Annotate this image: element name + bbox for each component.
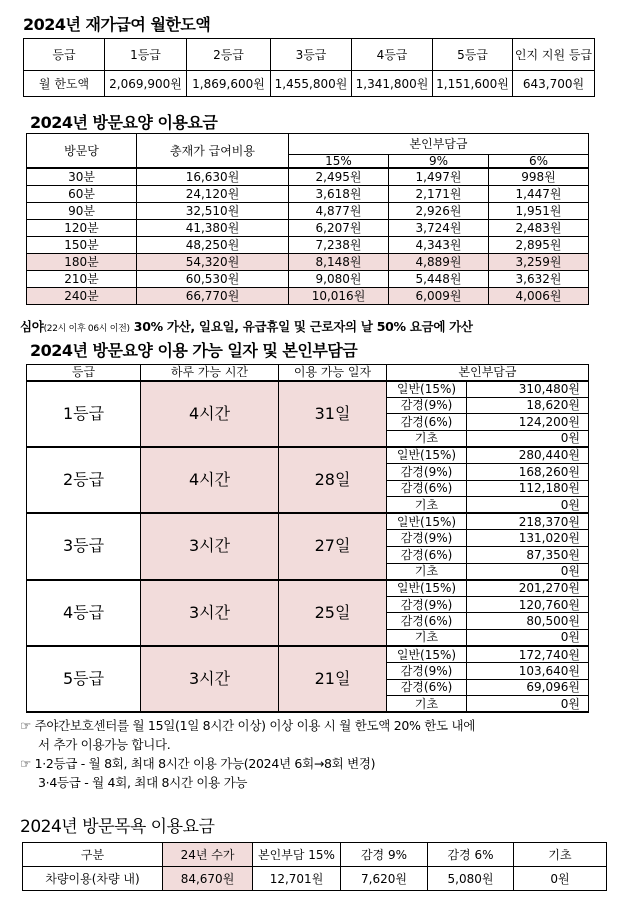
header-grade-1: 1등급 [105, 39, 187, 71]
self-pay-15: 9,080원 [289, 270, 389, 287]
header-available-days: 이용 가능 일자 [279, 365, 387, 381]
section-title-visit-care-fees: 2024년 방문요양 이용요금 [30, 113, 218, 132]
pay-amount: 168,260원 [467, 463, 589, 480]
self-pay-15: 6,207원 [289, 219, 389, 236]
fee-2024: 84,670원 [163, 867, 253, 891]
section-title-available-days: 2024년 방문요양 이용 가능 일자 및 본인부담금 [30, 341, 358, 360]
header-cognitive-grade: 인지 지원 등급 [513, 39, 595, 71]
daily-hours: 3시간 [141, 646, 279, 712]
self-pay-15: 4,877원 [289, 202, 389, 219]
pay-amount: 103,640원 [467, 663, 589, 680]
header-self-pay-15: 본인부담 15% [253, 843, 341, 867]
self-pay-6: 4,006원 [489, 287, 589, 304]
fee-row [27, 287, 589, 304]
pay-amount: 218,370원 [467, 513, 589, 530]
total-cost: 16,630원 [137, 168, 289, 185]
header-reduced-6: 감경 6% [428, 843, 514, 867]
daily-hours: 4시간 [141, 381, 279, 447]
pay-amount: 69,096원 [467, 679, 589, 696]
fee-row [27, 236, 589, 253]
visit-duration: 30분 [27, 168, 137, 185]
visit-duration: 90분 [27, 202, 137, 219]
self-pay-9: 4,889원 [389, 253, 489, 270]
total-cost: 32,510원 [137, 202, 289, 219]
note-grade-3-4: 3·4등급 - 월 4회, 최대 8시간 이용 가능 [38, 775, 248, 790]
daily-hours: 3시간 [141, 580, 279, 646]
pay-amount: 0원 [467, 430, 589, 447]
pay-amount: 80,500원 [467, 613, 589, 630]
limit-grade-1: 2,069,900원 [105, 71, 187, 97]
grade-label: 2등급 [27, 447, 141, 513]
limit-grade-2: 1,869,600원 [187, 71, 271, 97]
header-grade: 등급 [27, 365, 141, 381]
note-day-care-line-2: 서 추가 이용가능 합니다. [38, 737, 171, 752]
header-grade: 등급 [24, 39, 105, 71]
pay-type: 감경(9%) [387, 463, 467, 480]
pay-amount: 0원 [467, 696, 589, 713]
header-rate-6: 6% [489, 155, 589, 169]
header-rate-15: 15% [289, 155, 389, 169]
self-pay-15: 10,016원 [289, 287, 389, 304]
daily-hours: 3시간 [141, 513, 279, 579]
header-rate-9: 9% [389, 155, 489, 169]
surcharge-note-night: 심야 [20, 319, 44, 334]
header-self-pay: 본인부담금 [387, 365, 589, 381]
fee-reduced-6: 5,080원 [428, 867, 514, 891]
header-grade-5: 5등급 [433, 39, 513, 71]
note-grade-1-2 [20, 754, 375, 772]
header-grade-2: 2등급 [187, 39, 271, 71]
surcharge-note-hours: (22시 이후 06시 이전) [43, 324, 130, 334]
pay-type: 일반(15%) [387, 580, 467, 597]
self-pay-15: 3,618원 [289, 185, 389, 202]
total-cost: 24,120원 [137, 185, 289, 202]
daily-hours: 4시간 [141, 447, 279, 513]
fee-row [27, 202, 589, 219]
pay-amount: 310,480원 [467, 381, 589, 398]
pay-type: 기초 [387, 497, 467, 514]
self-pay-9: 5,448원 [389, 270, 489, 287]
section-title-bathing-fees: 2024년 방문목욕 이용요금 [20, 817, 215, 837]
pay-type: 일반(15%) [387, 381, 467, 398]
self-pay-9: 1,497원 [389, 168, 489, 185]
header-per-visit: 방문당 [27, 134, 137, 169]
fee-row [27, 270, 589, 287]
self-pay-row [27, 513, 589, 530]
available-days: 31일 [279, 381, 387, 447]
fee-row [27, 168, 589, 185]
self-pay-row [27, 580, 589, 597]
total-cost: 60,530원 [137, 270, 289, 287]
self-pay-row [27, 447, 589, 464]
pay-type: 감경(6%) [387, 414, 467, 431]
pay-amount: 124,200원 [467, 414, 589, 431]
surcharge-note-text: 30% 가산, 일요일, 유급휴일 및 근로자의 날 50% 요금에 가산 [129, 319, 473, 334]
pay-type: 감경(6%) [387, 679, 467, 696]
total-cost: 41,380원 [137, 219, 289, 236]
visit-duration: 180분 [27, 253, 137, 270]
pay-type: 감경(9%) [387, 663, 467, 680]
grade-label: 5등급 [27, 646, 141, 712]
visit-duration: 210분 [27, 270, 137, 287]
header-grade-3: 3등급 [271, 39, 352, 71]
pointer-icon: ☞ [20, 718, 31, 733]
header-self-pay: 본인부담금 [289, 134, 589, 155]
pay-type: 일반(15%) [387, 513, 467, 530]
pay-amount: 0원 [467, 629, 589, 646]
available-days: 27일 [279, 513, 387, 579]
header-2024-fee: 24년 수가 [163, 843, 253, 867]
limit-cognitive: 643,700원 [513, 71, 595, 97]
self-pay-9: 3,724원 [389, 219, 489, 236]
pay-amount: 172,740원 [467, 646, 589, 663]
self-pay-9: 2,926원 [389, 202, 489, 219]
self-pay-6: 1,447원 [489, 185, 589, 202]
pointer-icon: ☞ [20, 756, 31, 771]
visit-duration: 150분 [27, 236, 137, 253]
available-days-table [26, 364, 589, 713]
self-pay-6: 998원 [489, 168, 589, 185]
self-pay-row [27, 381, 589, 398]
header-total-cost: 총재가 급여비용 [137, 134, 289, 169]
pay-type: 일반(15%) [387, 646, 467, 663]
fee-row [27, 185, 589, 202]
available-days: 28일 [279, 447, 387, 513]
pay-amount: 0원 [467, 563, 589, 580]
section-title-monthly-limit: 2024년 재가급여 월한도액 [23, 15, 211, 34]
pay-type: 감경(9%) [387, 397, 467, 414]
pay-amount: 120,760원 [467, 596, 589, 613]
pay-type: 일반(15%) [387, 447, 467, 464]
pay-amount: 201,270원 [467, 580, 589, 597]
note-grade-1-2-text: 1·2등급 - 월 8회, 최대 8시간 이용 가능(2024년 6회→8회 변경) [34, 756, 376, 771]
pay-type: 감경(6%) [387, 613, 467, 630]
pay-type: 기초 [387, 629, 467, 646]
available-days: 21일 [279, 646, 387, 712]
row-vehicle-use: 차량이용(차량 내) [23, 867, 163, 891]
fee-row [27, 253, 589, 270]
limit-grade-3: 1,455,800원 [271, 71, 352, 97]
available-days: 25일 [279, 580, 387, 646]
pay-type: 기초 [387, 563, 467, 580]
pay-amount: 0원 [467, 497, 589, 514]
pay-type: 기초 [387, 430, 467, 447]
self-pay-15: 2,495원 [289, 168, 389, 185]
pay-amount: 18,620원 [467, 397, 589, 414]
note-day-care [20, 716, 475, 734]
pay-type: 감경(6%) [387, 480, 467, 497]
pay-type: 감경(6%) [387, 546, 467, 563]
self-pay-15: 8,148원 [289, 253, 389, 270]
grade-label: 3등급 [27, 513, 141, 579]
header-grade-4: 4등급 [352, 39, 433, 71]
pay-amount: 87,350원 [467, 546, 589, 563]
monthly-limit-table [23, 38, 595, 97]
pay-amount: 112,180원 [467, 480, 589, 497]
visit-duration: 240분 [27, 287, 137, 304]
header-daily-hours: 하루 가능 시간 [141, 365, 279, 381]
limit-grade-4: 1,341,800원 [352, 71, 433, 97]
pay-amount: 131,020원 [467, 530, 589, 547]
total-cost: 54,320원 [137, 253, 289, 270]
header-category: 구분 [23, 843, 163, 867]
pay-type: 기초 [387, 696, 467, 713]
total-cost: 48,250원 [137, 236, 289, 253]
visit-duration: 120분 [27, 219, 137, 236]
fee-self-pay-15: 12,701원 [253, 867, 341, 891]
surcharge-note [20, 317, 473, 335]
self-pay-6: 3,632원 [489, 270, 589, 287]
header-reduced-9: 감경 9% [341, 843, 428, 867]
row-label-monthly-limit: 월 한도액 [24, 71, 105, 97]
grade-label: 1등급 [27, 381, 141, 447]
self-pay-9: 2,171원 [389, 185, 489, 202]
self-pay-15: 7,238원 [289, 236, 389, 253]
self-pay-9: 6,009원 [389, 287, 489, 304]
self-pay-6: 1,951원 [489, 202, 589, 219]
self-pay-9: 4,343원 [389, 236, 489, 253]
fee-row [27, 219, 589, 236]
visit-care-fee-table [26, 133, 589, 305]
bathing-fee-table [22, 842, 607, 891]
fee-basic: 0원 [514, 867, 607, 891]
self-pay-6: 3,259원 [489, 253, 589, 270]
pay-type: 감경(9%) [387, 530, 467, 547]
pay-type: 감경(9%) [387, 596, 467, 613]
note-day-care-text-1: 주야간보호센터를 월 15일(1일 8시간 이상) 이상 이용 시 월 한도액 20% 한도 내에 [34, 718, 476, 733]
self-pay-row [27, 646, 589, 663]
visit-duration: 60분 [27, 185, 137, 202]
grade-label: 4등급 [27, 580, 141, 646]
self-pay-6: 2,483원 [489, 219, 589, 236]
pay-amount: 280,440원 [467, 447, 589, 464]
header-basic: 기초 [514, 843, 607, 867]
self-pay-6: 2,895원 [489, 236, 589, 253]
limit-grade-5: 1,151,600원 [433, 71, 513, 97]
fee-reduced-9: 7,620원 [341, 867, 428, 891]
total-cost: 66,770원 [137, 287, 289, 304]
